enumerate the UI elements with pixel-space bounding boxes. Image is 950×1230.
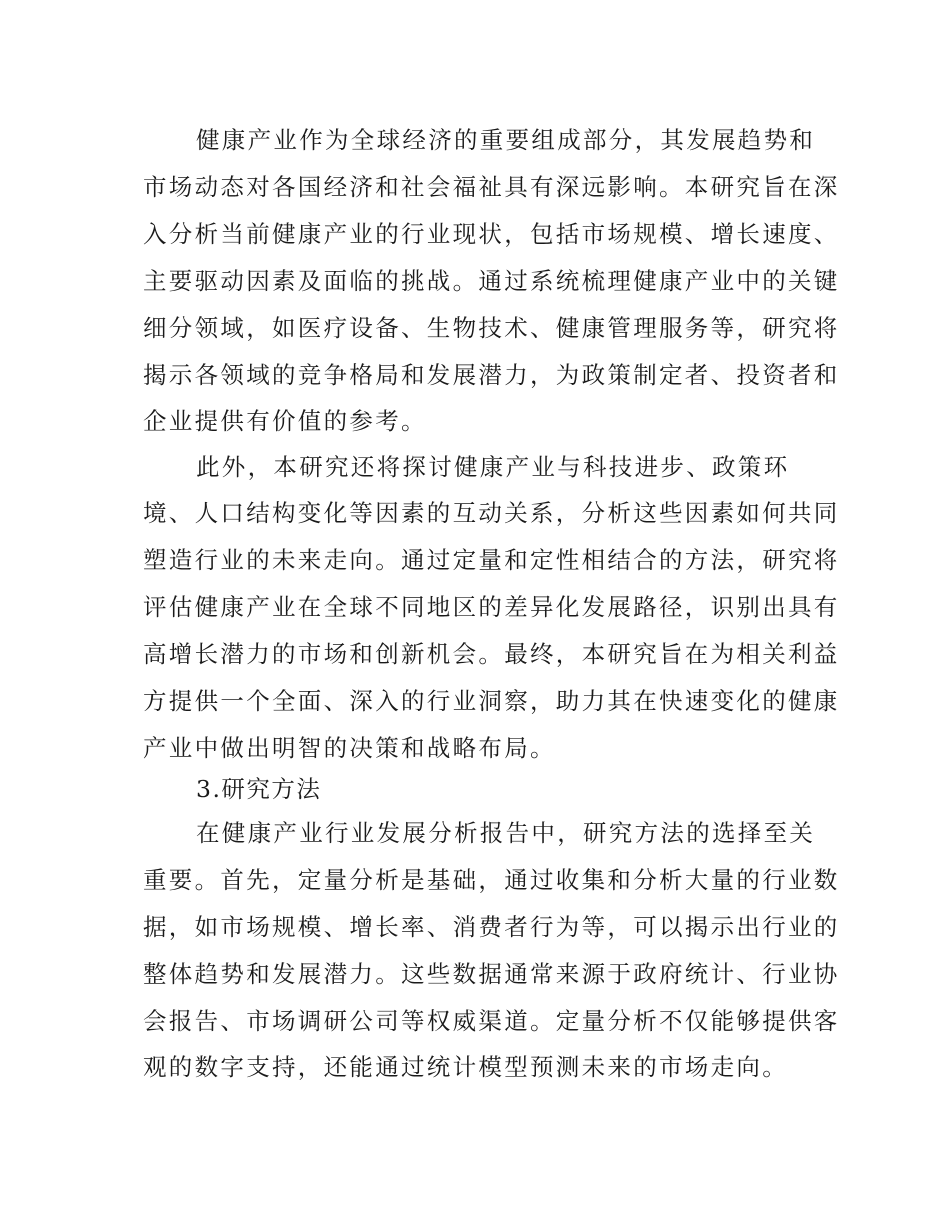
section-heading: 3.研究方法 (196, 775, 322, 803)
paragraph-line: 观的数字支持，还能通过统计模型预测未来的市场走向。 (143, 1053, 788, 1081)
paragraph-line: 市场动态对各国经济和社会福祉具有深远影响。本研究旨在深 (143, 173, 840, 201)
paragraph-line: 细分领域，如医疗设备、生物技术、健康管理服务等，研究将 (143, 314, 840, 342)
paragraph-line: 揭示各领域的竞争格局和发展潜力，为政策制定者、投资者和 (143, 361, 840, 389)
paragraph-line: 方提供一个全面、深入的行业洞察，助力其在快速变化的健康 (143, 687, 840, 715)
paragraph-line: 重要。首先，定量分析是基础，通过收集和分析大量的行业数 (143, 866, 840, 894)
paragraph-line: 评估健康产业在全球不同地区的差异化发展路径，识别出具有 (143, 593, 840, 621)
paragraph-line: 会报告、市场调研公司等权威渠道。定量分析不仅能够提供客 (143, 1007, 840, 1035)
paragraph-line: 企业提供有价值的参考。 (143, 407, 427, 435)
paragraph-line: 产业中做出明智的决策和战略布局。 (143, 734, 556, 762)
paragraph-line: 主要驱动因素及面临的挑战。通过系统梳理健康产业中的关键 (143, 267, 840, 295)
paragraph-line: 入分析当前健康产业的行业现状，包括市场规模、增长速度、 (143, 220, 840, 248)
paragraph-line: 境、人口结构变化等因素的互动关系，分析这些因素如何共同 (143, 499, 840, 527)
paragraph-line: 此外，本研究还将探讨健康产业与科技进步、政策环 (196, 453, 790, 481)
paragraph-line: 据，如市场规模、增长率、消费者行为等，可以揭示出行业的 (143, 913, 840, 941)
paragraph-line: 健康产业作为全球经济的重要组成部分，其发展趋势和 (196, 126, 816, 154)
paragraph-line: 塑造行业的未来走向。通过定量和定性相结合的方法，研究将 (143, 546, 840, 574)
paragraph-line: 在健康产业行业发展分析报告中，研究方法的选择至关 (196, 819, 816, 847)
paragraph-line: 高增长潜力的市场和创新机会。最终，本研究旨在为相关利益 (143, 640, 840, 668)
paragraph-line: 整体趋势和发展潜力。这些数据通常来源于政府统计、行业协 (143, 960, 840, 988)
